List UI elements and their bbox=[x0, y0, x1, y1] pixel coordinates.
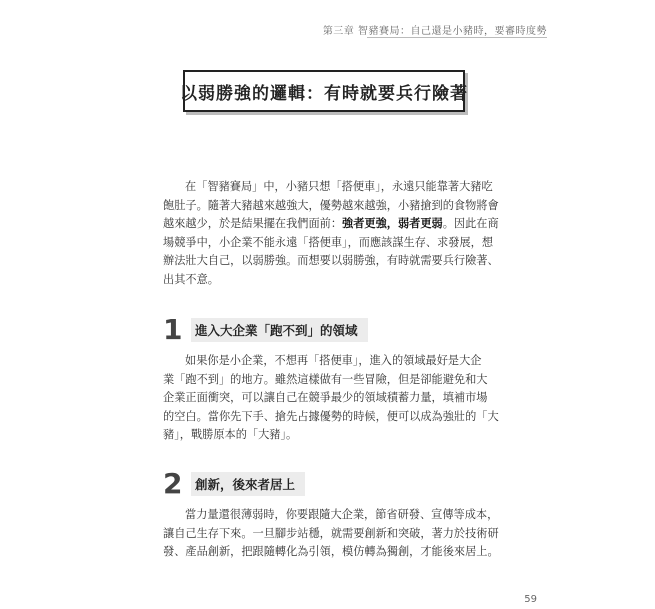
page-number: 59 bbox=[524, 594, 537, 605]
section-title-bar bbox=[191, 472, 305, 496]
intro-line: 飽肚子。隨著大豬越來越強大，優勢越來越強，小豬搶到的食物將會 bbox=[163, 198, 499, 212]
intro-line-tail: 。因此在商 bbox=[442, 217, 499, 231]
running-head: 第三章 智豬賽局：自己還是小豬時，要審時度勢 bbox=[322, 26, 547, 37]
body-line: 豬」，戰勝原本的「大豬」。 bbox=[163, 428, 298, 442]
body-line: 如果你是小企業，不想再「搭便車」，進入的領域最好是大企 bbox=[185, 354, 482, 367]
section-title-text: 進入大企業「跑不到」的領域 bbox=[195, 323, 358, 338]
intro-paragraph bbox=[163, 178, 499, 290]
body-line: 當力量還很薄弱時，你要跟隨大企業，節省研發、宣傳等成本， bbox=[185, 508, 499, 521]
section-title-text: 創新，後來者居上 bbox=[195, 477, 296, 492]
section-number: 1 bbox=[163, 313, 183, 346]
section-heading-2 bbox=[163, 468, 305, 500]
running-head-rule bbox=[367, 37, 547, 38]
intro-line-with-emphasis bbox=[163, 215, 499, 234]
emphasis-text: 強者更強，弱者更弱 bbox=[342, 217, 443, 231]
intro-line-text: 越來越少，於是結果擺在我們面前： bbox=[163, 217, 343, 231]
intro-line: 場競爭中，小企業不能永遠「搭便車」，而應該謀生存、求發展，想 bbox=[163, 235, 494, 249]
section-1-paragraph bbox=[163, 352, 499, 445]
body-line: 讓自己生存下來。一旦腳步站穩，就需要創新和突破，著力於技術研 bbox=[163, 526, 499, 540]
section-2-paragraph bbox=[163, 506, 499, 562]
body-line: 的空白。當你先下手、搶先占據優勢的時候，便可以成為強壯的「大 bbox=[163, 409, 499, 423]
chapter-title-box bbox=[180, 70, 468, 112]
section-title: 以弱勝強的邏輯：有時就要兵行險著 bbox=[180, 83, 468, 104]
body-line: 業「跑不到」的地方。雖然這樣做有一些冒險，但是卻能避免和大 bbox=[163, 372, 488, 386]
section-title-bar bbox=[191, 318, 368, 342]
body-line: 發、產品創新，把跟隨轉化為引領，模仿轉為獨創，才能後來居上。 bbox=[163, 545, 499, 559]
section-heading-1 bbox=[163, 314, 368, 346]
section-number: 2 bbox=[163, 467, 183, 500]
intro-line: 出其不意。 bbox=[163, 272, 219, 286]
body-line: 企業正面衝突，可以讓自己在競爭最少的領域積蓄力量，填補市場 bbox=[163, 391, 488, 405]
intro-line: 在「智豬賽局」中，小豬只想「搭便車」，永遠只能靠著大豬吃 bbox=[185, 180, 493, 193]
intro-line: 辦法壯大自己，以弱勝強。而想要以弱勝強，有時就需要兵行險著、 bbox=[163, 254, 499, 268]
